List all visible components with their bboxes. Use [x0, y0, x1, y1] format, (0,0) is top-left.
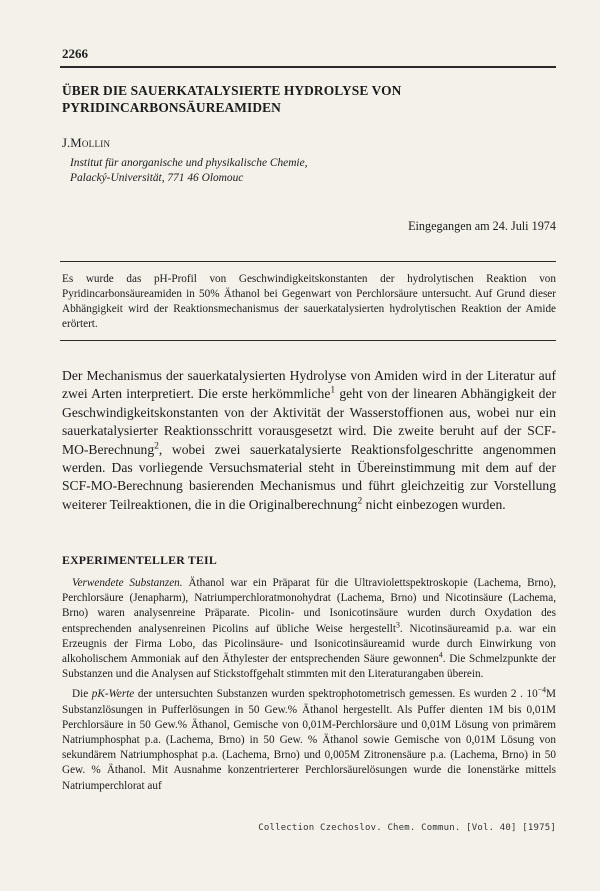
- section-heading: EXPERIMENTELLER TEIL: [62, 553, 217, 567]
- received-date: Eingegangen am 24. Juli 1974: [408, 219, 556, 233]
- title-line-1: ÜBER DIE SAUERKATALYSIERTE HYDROLYSE VON: [62, 83, 402, 98]
- experimental-section: [62, 576, 556, 799]
- affiliation-line-2: Palacký-Universität, 771 46 Olomouc: [70, 172, 244, 184]
- header-rule: [60, 66, 556, 68]
- paragraph-pk-values: Die pK-Werte der untersuchten Substanzen wurden spektrophotometrisch gemessen. Es wurden 2 . $10^{-4}M$ Substanzlösungen in Pufferlösungen in 50 Gew.% Äthanol hergestellt. Als Puffer dienten 1M bis 0,01M Perchlorsäure in 50 Gew.% Äthanol, Gemische von 0,01M-Perchlorsäure und 0,01M Lösung von primärem Natriumphosphat p.a. (Lachema, Brno) in 50 Gew. % Äthanol sowie Gemische von 0,01M Lösung von sekundärem Natriumphosphat p.a. (Lachema, Brno) und 0,005M Zitronensäure p.a. (Lachema, Brno) in 50 Gew. % Äthanol. Mit Ausnahme konzentrierterer Perchlorsäurelösungen wurde die Ionenstärke mittels Natriumperchlorat auf: [62, 685, 556, 792]
- reference-marker: 2: [154, 441, 159, 452]
- paragraph-lead: pK-Werte: [91, 688, 135, 701]
- abstract-rule-bottom: [60, 340, 556, 341]
- title-line-2: PYRIDINCARBONSÄUREAMIDEN: [62, 100, 281, 115]
- page-number: 2266: [62, 46, 88, 61]
- author-surname: Mollin: [70, 136, 111, 150]
- reference-marker: 3: [395, 619, 400, 629]
- intro-paragraph: Der Mechanismus der sauerkatalysierten Hydrolyse von Amiden wird in der Literatur auf zwei Arten interpretiert. Die erste herkömmliche$^1$ geht von der linearen Abhängigkeit der Geschwindigkeitskonstanten von der Aktivität der Wasserstoffionen aus, wobei nur ein sauerkatalysierter Reaktionsschritt vorausgesetzt wird. Die zweite beruht auf der SCF-MO-Berechnung$^2$, wobei zwei sauerkatalysierte Reaktionsfolgeschritte angenommen werden. Das vorliegende Versuchsmaterial steht in Übereinstimmung mit dem auf der SCF-MO-Berechnung basierenden Mechanismus und führt gleichzeitig zur Vorstellung weiterer Teilreaktionen, die in die Originalberechnung$^2$ nicht einbezogen wurden.: [62, 368, 557, 512]
- abstract-rule-top: [60, 261, 556, 262]
- article-title: [62, 82, 542, 116]
- abstract: Es wurde das pH-Profil von Geschwindigkeitskonstanten der hydrolytischen Reaktion von Pyridincarbonsäureamiden in 50% Äthanol bei Gegenwart von Perchlorsäure untersucht. Auf Grund dieser Abhängigkeit wird der Reaktionsmechanismus der sauerkatalysierten hydrolytischen Reaktion der Amide erörtert.: [62, 273, 556, 330]
- exponent: −4: [537, 685, 547, 695]
- author-initial: J.: [62, 136, 71, 150]
- paragraph-substances: Verwendete Substanzen. Äthanol war ein Präparat für die Ultraviolettspektroskopie (Lachema, Brno), Perchlorsäure (Jenapharm), Natriumperchloratmonohydrat (Lachema, Brno) und Nicotinsäure (Lachema, Brno) waren analysenreine Präparate. Picolin- und Isonicotinsäure wurden durch Oxydation des entsprechenden analysenreinen Picolins auf übliche Weise hergestellt$^3$. Nicotinsäureamid p.a. war ein Erzeugnis der Firma Lobo, das Picolinsäure- und Isonicotinsäureamid wurde durch Einwirkung von alkoholischem Ammoniak auf den Äthylester der entsprechenden Säure gewonnen$^4$. Die Schmelzpunkte der Substanzen und die Analysen auf Stickstoffgehalt stimmten mit den Literaturangaben überein.: [62, 577, 556, 681]
- reference-marker: 4: [438, 650, 443, 660]
- journal-citation: Collection Czechoslov. Chem. Commun. [Vol. 40] [1975]: [258, 823, 556, 833]
- introduction: [62, 367, 556, 514]
- reference-marker: 2: [357, 496, 363, 507]
- affiliation: [70, 156, 307, 186]
- affiliation-line-1: Institut für anorganische und physikalische Chemie,: [70, 157, 308, 169]
- author: [62, 136, 110, 151]
- paragraph-lead: Verwendete Substanzen.: [72, 577, 183, 589]
- reference-marker: 1: [330, 385, 336, 396]
